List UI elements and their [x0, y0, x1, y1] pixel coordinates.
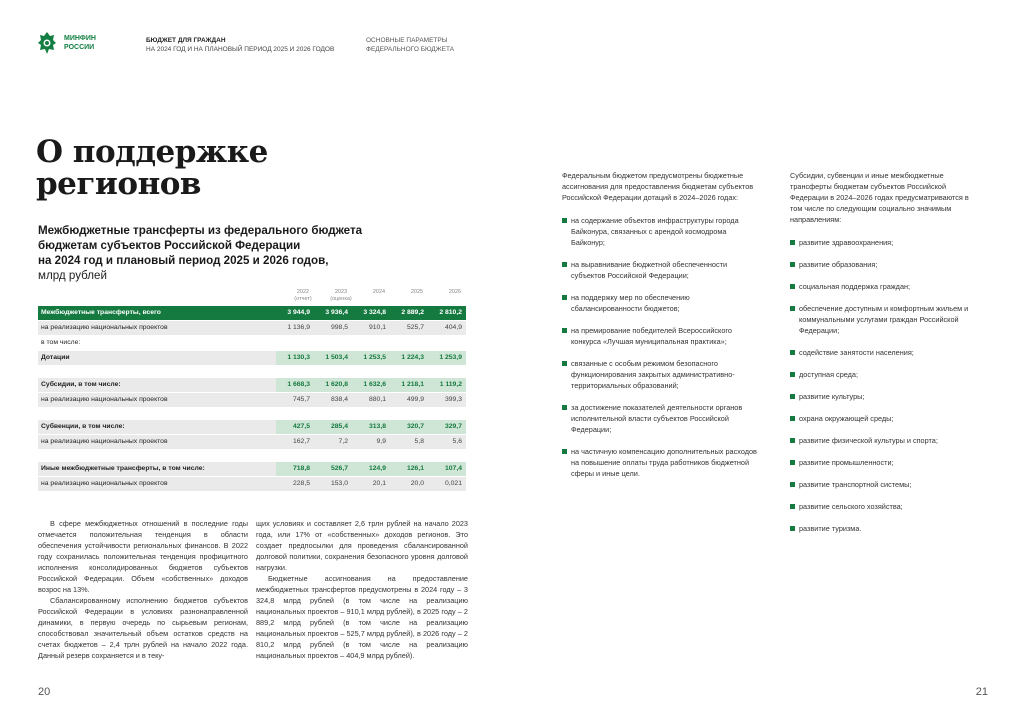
- year-header: [436, 289, 474, 296]
- minfin-logo: [36, 30, 104, 56]
- table-unit: млрд рублей: [38, 269, 107, 282]
- directions-intro: Субсидии, субвенции и иные межбюджетные трансферты бюджетам субъектов Российской Федерации в 2024–2026 годах предусматриваются в том числе по следующим социально значимым направлениям:: [790, 171, 969, 224]
- list-item: развитие промышленности;: [790, 457, 970, 468]
- page-title-line2: регионов: [36, 166, 201, 202]
- logo-line2: РОССИИ: [64, 44, 95, 51]
- cell-2023: 1 503,4: [314, 351, 352, 365]
- cell-2026: 1 253,9: [428, 351, 466, 365]
- cell-2024: 880,1: [368, 396, 386, 403]
- table-title-line3: на 2024 год и плановый период 2025 и 2026 годов,: [38, 254, 329, 267]
- cell-2024: 3 324,8: [363, 309, 386, 316]
- cell-2025: 499,9: [406, 396, 424, 403]
- year-header: [284, 289, 322, 303]
- cell-2025: 20,0: [410, 480, 424, 487]
- list-item: обеспечение доступным и комфортным жильем и коммунальными услугами граждан Российской Федерации;: [790, 303, 970, 336]
- year-label: 2025: [410, 289, 424, 295]
- cell-2025: 525,7: [406, 324, 424, 331]
- table-row: [38, 435, 466, 449]
- list-item: развитие транспортной системы;: [790, 479, 970, 490]
- cell-2024: 124,9: [352, 462, 390, 476]
- header-document-title: [146, 36, 334, 54]
- logo-line1: МИНФИН: [64, 35, 96, 42]
- list-item: развитие туризма.: [790, 523, 970, 534]
- cell-2025: 1 218,1: [390, 378, 428, 392]
- cell-2022: 1 668,3: [276, 378, 314, 392]
- table-row-subventions: [38, 420, 466, 434]
- cell-2026: 1 119,2: [428, 378, 466, 392]
- cell-2023: 998,5: [330, 324, 348, 331]
- body-text-left: [38, 518, 248, 661]
- body-text-middle: [256, 518, 468, 661]
- cell-2022: 718,8: [276, 462, 314, 476]
- cell-2026: 399,3: [444, 396, 462, 403]
- table-row-grants: [38, 351, 466, 365]
- cell-2022: 228,5: [292, 480, 310, 487]
- cell-2025: 2 889,2: [401, 309, 424, 316]
- year-label: 2023: [334, 289, 348, 295]
- cell-2024: 1 253,5: [352, 351, 390, 365]
- table-title: [38, 223, 458, 283]
- year-label: 2024: [372, 289, 386, 295]
- list-item: доступная среда;: [790, 369, 970, 380]
- directions-list-column: [790, 170, 970, 545]
- table-row-total: [38, 306, 466, 320]
- cell-2026: 2 810,2: [439, 309, 462, 316]
- list-item: развитие сельского хозяйства;: [790, 501, 970, 512]
- cell-2022: 1 130,3: [276, 351, 314, 365]
- cell-2024: 1 632,6: [352, 378, 390, 392]
- year-header: [360, 289, 398, 296]
- list-item: развитие образования;: [790, 259, 970, 270]
- page-title-line1: О поддержке: [36, 134, 268, 170]
- directions-list: [790, 237, 970, 534]
- table-row: [38, 393, 466, 407]
- list-item: связанные с особым режимом безопасного функционирования закрытых административно-территориальных образований;: [562, 358, 762, 391]
- paragraph: Сбалансированному исполнению бюджетов субъектов Российской Федерации в условиях разнонаправленной динамики, в первую очередь по сырьевым регионам, способствовал значительный объем остатков средств на счетах бюджетов – 2,4 трлн рублей на начало 2022 года. Данный резерв сохраняется и в теку-: [38, 596, 248, 660]
- row-label: Субвенции, в том числе:: [41, 423, 125, 430]
- list-item: на выравнивание бюджетной обеспеченности субъектов Российской Федерации;: [562, 259, 762, 281]
- cell-2023: 1 620,8: [314, 378, 352, 392]
- cell-2026: 0,021: [444, 480, 462, 487]
- table-row: [38, 321, 466, 335]
- page-title: [36, 136, 268, 200]
- list-item: развитие культуры;: [790, 391, 970, 402]
- logo-text: [64, 34, 104, 52]
- table-row: [38, 477, 466, 491]
- page-number-left: 20: [38, 686, 51, 698]
- grants-list-column: [562, 170, 762, 490]
- row-label: Иные межбюджетные трансферты, в том числе:: [41, 465, 205, 472]
- cell-2022: 1 136,9: [287, 324, 310, 331]
- row-label: на реализацию национальных проектов: [41, 438, 168, 445]
- grants-list: [562, 215, 762, 479]
- cell-2024: 20,1: [372, 480, 386, 487]
- cell-2022: 3 944,9: [287, 309, 310, 316]
- row-label: на реализацию национальных проектов: [41, 396, 168, 403]
- paragraph: В сфере межбюджетных отношений в последние годы отмечается положительная тенденция в области обеспечения устойчивости региональных финансов. В 2022 году сохранилась положительная тенденция профицитного исполнения консолидированных бюджетов субъектов Российской Федерации. Объем «собственных» доходов возрос на 13%.: [38, 519, 248, 594]
- year-label: 2026: [448, 289, 462, 295]
- cell-2023: 7,2: [338, 438, 348, 445]
- header-section-line1: ОСНОВНЫЕ ПАРАМЕТРЫ: [366, 37, 448, 44]
- cell-2026: 329,7: [428, 420, 466, 434]
- list-item: содействие занятости населения;: [790, 347, 970, 358]
- cell-2024: 910,1: [368, 324, 386, 331]
- cell-2025: 126,1: [390, 462, 428, 476]
- cell-2024: 313,8: [352, 420, 390, 434]
- emblem-icon: [36, 30, 58, 56]
- year-note: (отчет): [294, 296, 312, 302]
- page-number-right: 21: [975, 686, 988, 698]
- list-item: охрана окружающей среды;: [790, 413, 970, 424]
- row-label: Субсидии, в том числе:: [41, 381, 121, 388]
- cell-2022: 745,7: [292, 396, 310, 403]
- list-item: развитие физической культуры и спорта;: [790, 435, 970, 446]
- row-label: на реализацию национальных проектов: [41, 480, 168, 487]
- cell-2023: 153,0: [330, 480, 348, 487]
- row-label: в том числе:: [41, 339, 81, 346]
- table-title-line2: бюджетам субъектов Российской Федерации: [38, 239, 301, 252]
- cell-2023: 526,7: [314, 462, 352, 476]
- cell-2023: 838,4: [330, 396, 348, 403]
- list-item: на частичную компенсацию дополнительных расходов на повышение оплаты труда работников бюджетной сферы и иные цели.: [562, 446, 762, 479]
- row-label: на реализацию национальных проектов: [41, 324, 168, 331]
- table-title-line1: Межбюджетные трансферты из федерального бюджета: [38, 224, 363, 237]
- table-row-subsidies: [38, 378, 466, 392]
- cell-2025: 5,8: [414, 438, 424, 445]
- year-header: [398, 289, 436, 296]
- header-section-title: [366, 36, 454, 54]
- paragraph: Бюджетные ассигнования на предоставление межбюджетных трансфертов предусмотрены в 2024 году – 3 324,8 млрд рублей (в том числе на реализацию национальных проектов – 910,1 млрд рублей), в 2025 году – 2 889,2 млрд рублей (в том числе на реализацию национальных проектов – 525,7 млрд рублей), в 2026 году – 2 810,2 млрд рублей (в том числе на реализацию национальных проектов – 404,9 млрд рублей).: [256, 574, 468, 660]
- page-header: [36, 30, 988, 60]
- row-label: Межбюджетные трансферты, всего: [41, 309, 161, 316]
- paragraph: щих условиях и составляет 2,6 трлн рублей на начало 2023 года, или 17% от «собственных» доходов регионов. Это создает предпосылки для проведения сбалансированной долговой политики, сохранения безопасного уровня долговой нагрузки.: [256, 519, 468, 572]
- list-item: на содержание объектов инфраструктуры города Байконура, связанных с арендой космодрома Байконур;: [562, 215, 762, 248]
- header-subtitle: НА 2024 ГОД И НА ПЛАНОВЫЙ ПЕРИОД 2025 И 2026 ГОДОВ: [146, 46, 335, 53]
- cell-2022: 427,5: [276, 420, 314, 434]
- list-item: социальная поддержка граждан;: [790, 281, 970, 292]
- header-title: БЮДЖЕТ ДЛЯ ГРАЖДАН: [146, 37, 226, 44]
- table-row-other-transfers: [38, 462, 466, 476]
- cell-2023: 285,4: [314, 420, 352, 434]
- cell-2024: 9,9: [376, 438, 386, 445]
- list-item: на премирование победителей Всероссийского конкурса «Лучшая муниципальная практика»;: [562, 325, 762, 347]
- list-item: за достижение показателей деятельности органов исполнительной власти субъектов Российской Федерации;: [562, 402, 762, 435]
- cell-2023: 3 936,4: [325, 309, 348, 316]
- cell-2026: 5,6: [452, 438, 462, 445]
- transfers-table: [38, 306, 466, 492]
- header-section-line2: ФЕДЕРАЛЬНОГО БЮДЖЕТА: [366, 46, 455, 53]
- year-header: [322, 289, 360, 303]
- cell-2026: 404,9: [444, 324, 462, 331]
- table-row: [38, 336, 466, 350]
- cell-2025: 1 224,3: [390, 351, 428, 365]
- year-label: 2022: [296, 289, 310, 295]
- cell-2022: 162,7: [292, 438, 310, 445]
- year-note: (оценка): [330, 296, 352, 302]
- cell-2026: 107,4: [428, 462, 466, 476]
- cell-2025: 320,7: [390, 420, 428, 434]
- grants-intro: Федеральным бюджетом предусмотрены бюджетные ассигнования для предоставления бюджетам субъектов Российской Федерации дотаций в 2024–2026 годах:: [562, 171, 754, 202]
- list-item: на поддержку мер по обеспечению сбалансированности бюджетов;: [562, 292, 762, 314]
- list-item: развитие здравоохранения;: [790, 237, 970, 248]
- row-label: Дотации: [41, 354, 70, 361]
